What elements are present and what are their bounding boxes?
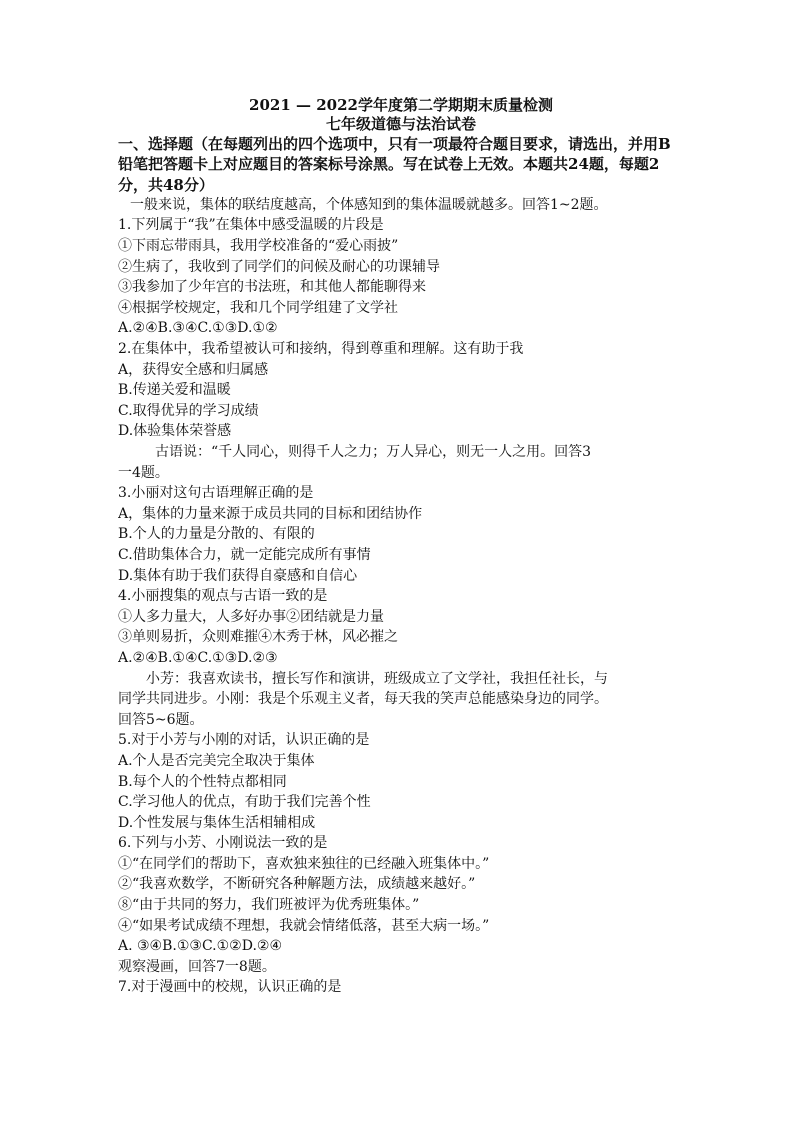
- question-item: ②“我喜欢数学，不断研究各种解题方法，成绩越来越好。”: [118, 876, 476, 893]
- answer-options: A.②④B.③④C.①③D.①②: [118, 320, 278, 337]
- question-intro: 观察漫画，回答7一8题。: [118, 958, 276, 975]
- question-stem: 3.小丽对这句古语理解正确的是: [118, 485, 314, 502]
- question-stem: 7.对于漫画中的校规，认识正确的是: [118, 979, 342, 996]
- exam-title: 2021 — 2022学年度第二学期期末质量检测: [249, 96, 553, 114]
- answer-option: D.体验集体荣誉感: [118, 423, 232, 440]
- question-stem: 1.下列属于“我”在集体中感受温暖的片段是: [118, 217, 384, 234]
- question-item: ①人多力量大，人多好办事②团结就是力量: [118, 608, 384, 625]
- question-item: ③单则易折，众则难摧④木秀于林，风必摧之: [118, 629, 398, 646]
- answer-option: D.个性发展与集体生活相辅相成: [118, 814, 316, 831]
- answer-options: A. ③④B.①③C.①②D.②④: [118, 938, 282, 955]
- question-intro: 同学共同进步。小刚：我是个乐观主义者，每天我的笑声总能感染身边的同学。: [118, 691, 608, 708]
- question-intro: 一4题。: [118, 464, 169, 481]
- question-item: ①“在同学们的帮助下，喜欢独来独往的已经融入班集体中。”: [118, 855, 490, 872]
- answer-option: A，集体的力量来源于成员共同的目标和团结协作: [118, 505, 423, 522]
- answer-option: C.借助集体合力，就一定能完成所有事情: [118, 546, 371, 563]
- answer-option: B.每个人的个性特点都相同: [118, 773, 287, 790]
- question-intro: 古语说：“千人同心，则得千人之力；万人异心，则无一人之用。回答3: [155, 444, 592, 461]
- question-stem: 5.对于小芳与小刚的对话，认识正确的是: [118, 732, 370, 749]
- question-intro: 回答5~6题。: [118, 711, 204, 728]
- answer-option: C.取得优异的学习成绩: [118, 402, 259, 419]
- question-intro: 一般来说，集体的联结度越高，个体感知到的集体温暖就越多。回答1~2题。: [130, 196, 608, 213]
- answer-option: C.学习他人的优点，有助于我们完善个性: [118, 794, 371, 811]
- question-stem: 6.下列与小芳、小刚说法一致的是: [118, 835, 328, 852]
- question-stem: 2.在集体中，我希望被认可和接纳，得到尊重和理解。这有助于我: [118, 341, 524, 358]
- question-item: ④“如果考试成绩不理想，我就会情绪低落，甚至大病一场。”: [118, 917, 490, 934]
- answer-option: B.个人的力量是分散的、有限的: [118, 526, 315, 543]
- answer-option: D.集体有助于我们获得自豪感和自信心: [118, 567, 358, 584]
- section-heading: 一、选择题（在每题列出的四个选项中，只有一项最符合题目要求，请选出，并用B铅笔把答题卡上对应题目的答案标号涂黑。写在试卷上无效。本题共24题，每题2分，共48分）: [118, 135, 671, 194]
- answer-option: A，获得安全感和归属感: [118, 361, 269, 378]
- question-item: ④根据学校规定，我和几个同学组建了文学社: [118, 299, 398, 316]
- exam-subtitle: 七年级道德与法治试卷: [325, 115, 476, 133]
- exam-content: [118, 96, 684, 998]
- answer-option: B.传递关爱和温暖: [118, 382, 231, 399]
- question-item: ③我参加了少年宫的书法班，和其他人都能聊得来: [118, 279, 426, 296]
- question-stem: 4.小丽搜集的观点与古语一致的是: [118, 588, 328, 605]
- answer-options: A.②④B.①④C.①③D.②③: [118, 649, 278, 666]
- answer-option: A.个人是否完美完全取决于集体: [118, 752, 315, 769]
- question-item: ①下雨忘带雨具，我用学校准备的“爱心雨披”: [118, 238, 399, 255]
- question-intro: 小芳：我喜欢读书，擅长写作和演讲，班级成立了文学社，我担任社长，与: [146, 670, 608, 687]
- question-item: ⑧“由于共同的努力，我们班被评为优秀班集体。”: [118, 897, 420, 914]
- question-item: ②生病了，我收到了同学们的问候及耐心的功课辅导: [118, 258, 440, 275]
